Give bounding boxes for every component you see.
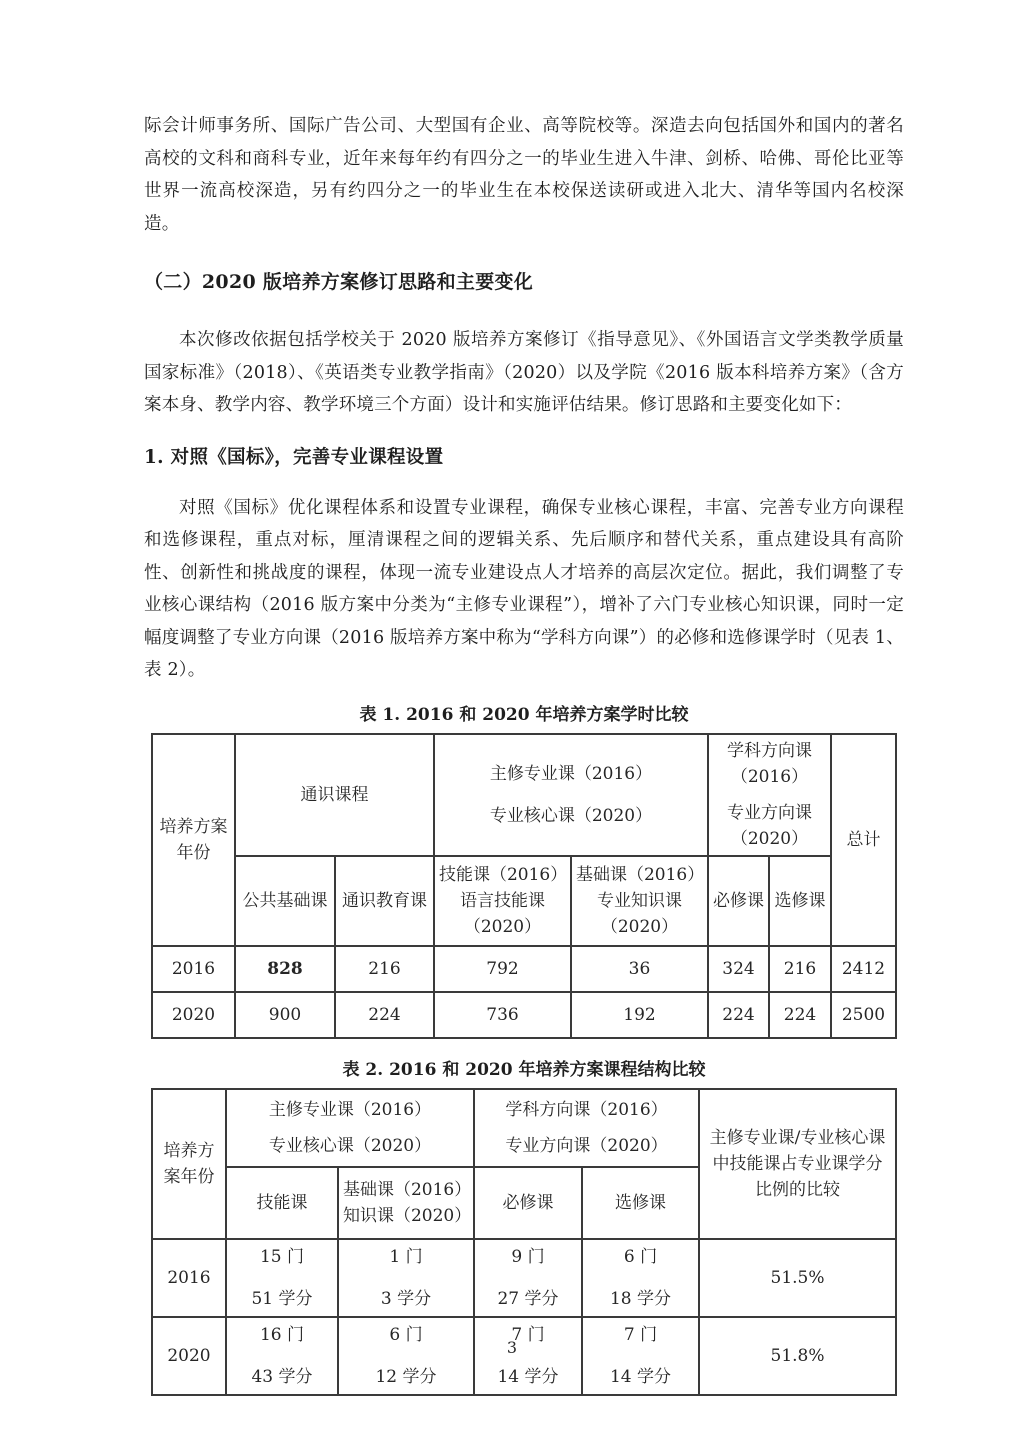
- t2-header-major: 主修专业课（2016） 专业核心课（2020）: [226, 1089, 474, 1167]
- table-cell: 900: [235, 992, 335, 1038]
- table-cell: 736: [434, 992, 571, 1038]
- t2-header-year: 培养方 案年份: [152, 1089, 226, 1239]
- table-cell: 2016: [152, 946, 235, 992]
- table-cell: 36: [571, 946, 708, 992]
- t1-header-basic: 基础课（2016） 专业知识课 （2020）: [571, 856, 708, 946]
- t1-header-skill: 技能课（2016） 语言技能课 （2020）: [434, 856, 571, 946]
- table-cell: 792: [434, 946, 571, 992]
- table-cell: 2020: [152, 992, 235, 1038]
- table2-caption: 表 2. 2016 和 2020 年培养方案课程结构比较: [342, 1059, 706, 1080]
- table-cell: 51.5%: [699, 1239, 896, 1317]
- table-cell: 216: [769, 946, 831, 992]
- table-cell: 324: [708, 946, 769, 992]
- table-cell: 7 门 14 学分: [474, 1317, 582, 1395]
- t2-header-basic: 基础课（2016） 知识课（2020）: [338, 1167, 474, 1239]
- t1-header-general-edu: 通识教育课: [335, 856, 434, 946]
- table-row: [152, 1239, 896, 1317]
- t1-header-total: 总计: [831, 734, 896, 946]
- t2-header-ratio: 主修专业课/专业核心课 中技能课占专业课学分 比例的比较: [699, 1089, 896, 1239]
- table-cell: 224: [335, 992, 434, 1038]
- t1-header-elective: 选修课: [769, 856, 831, 946]
- table-cell: 15 门 51 学分: [226, 1239, 338, 1317]
- paragraph-revision-basis: 本次修改依据包括学校关于 2020 版培养方案修订《指导意见》、《外国语言文学类教学质量国家标准》（2018）、《英语类专业教学指南》（2020）以及学院《2016 版本科培养方案》（含方案本身、教学内容、教学环境三个方面）设计和实施评估结果。修订思路和主要变化如下：: [144, 330, 904, 415]
- table-cell: 216: [335, 946, 434, 992]
- table-cell: 9 门 27 学分: [474, 1239, 582, 1317]
- table-cell: 6 门 18 学分: [582, 1239, 699, 1317]
- table-cell: 2500: [831, 992, 896, 1038]
- table-row: [152, 946, 896, 992]
- table-cell: 2020: [152, 1317, 226, 1395]
- table-cell: 51.8%: [699, 1317, 896, 1395]
- table-cell: 2412: [831, 946, 896, 992]
- page-number: 3: [506, 1338, 518, 1357]
- paragraph-guobiao: 对照《国标》优化课程体系和设置专业课程，确保专业核心课程，丰富、完善专业方向课程和选修课程，重点对标，厘清课程之间的逻辑关系、先后顺序和替代关系，重点建设具有高阶性、创新性和挑战度的课程，体现一流专业建设点人才培养的高层次定位。据此，我们调整了专业核心课结构（2016 版方案中分类为“主修专业课程”），增补了六门专业核心知识课，同时一定幅度调整了专业方向课（2016 版培养方案中称为“学科方向课”）的必修和选修课学时（见表 1、表 2）。: [144, 497, 904, 680]
- t1-header-required: 必修课: [708, 856, 769, 946]
- t2-header-skill: 技能课: [226, 1167, 338, 1239]
- t1-header-major: 主修专业课（2016） 专业核心课（2020）: [434, 734, 708, 856]
- table-cell: 192: [571, 992, 708, 1038]
- t1-header-year: 培养方案 年份: [152, 734, 235, 946]
- t1-header-public-basic: 公共基础课: [235, 856, 335, 946]
- table-cell: 224: [769, 992, 831, 1038]
- table-row: [152, 992, 896, 1038]
- table-cell: 7 门 14 学分: [582, 1317, 699, 1395]
- table-cell: 828: [235, 946, 335, 992]
- t1-header-general: 通识课程: [235, 734, 434, 856]
- t2-header-required: 必修课: [474, 1167, 582, 1239]
- table-cell: 224: [708, 992, 769, 1038]
- table-cell: 1 门 3 学分: [338, 1239, 474, 1317]
- t2-header-direction: 学科方向课（2016） 专业方向课（2020）: [474, 1089, 699, 1167]
- section-heading-2: （二）2020 版培养方案修订思路和主要变化: [144, 271, 534, 293]
- table1-caption: 表 1. 2016 和 2020 年培养方案学时比较: [359, 704, 689, 725]
- table-cell: 16 门 43 学分: [226, 1317, 338, 1395]
- t2-header-elective: 选修课: [582, 1167, 699, 1239]
- paragraph-continuation: 际会计师事务所、国际广告公司、大型国有企业、高等院校等。深造去向包括国外和国内的著名高校的文科和商科专业，近年来每年约有四分之一的毕业生进入牛津、剑桥、哈佛、哥伦比亚等世界一流高校深造，另有约四分之一的毕业生在本校保送读研或进入北大、清华等国内名校深造。: [144, 116, 904, 234]
- table-cell: 6 门 12 学分: [338, 1317, 474, 1395]
- table-cell: 2016: [152, 1239, 226, 1317]
- item-heading-1: 1. 对照《国标》，完善专业课程设置: [144, 446, 444, 468]
- table-hours-comparison: [151, 733, 897, 1039]
- t1-header-direction: 学科方向课 （2016） 专业方向课 （2020）: [708, 734, 831, 856]
